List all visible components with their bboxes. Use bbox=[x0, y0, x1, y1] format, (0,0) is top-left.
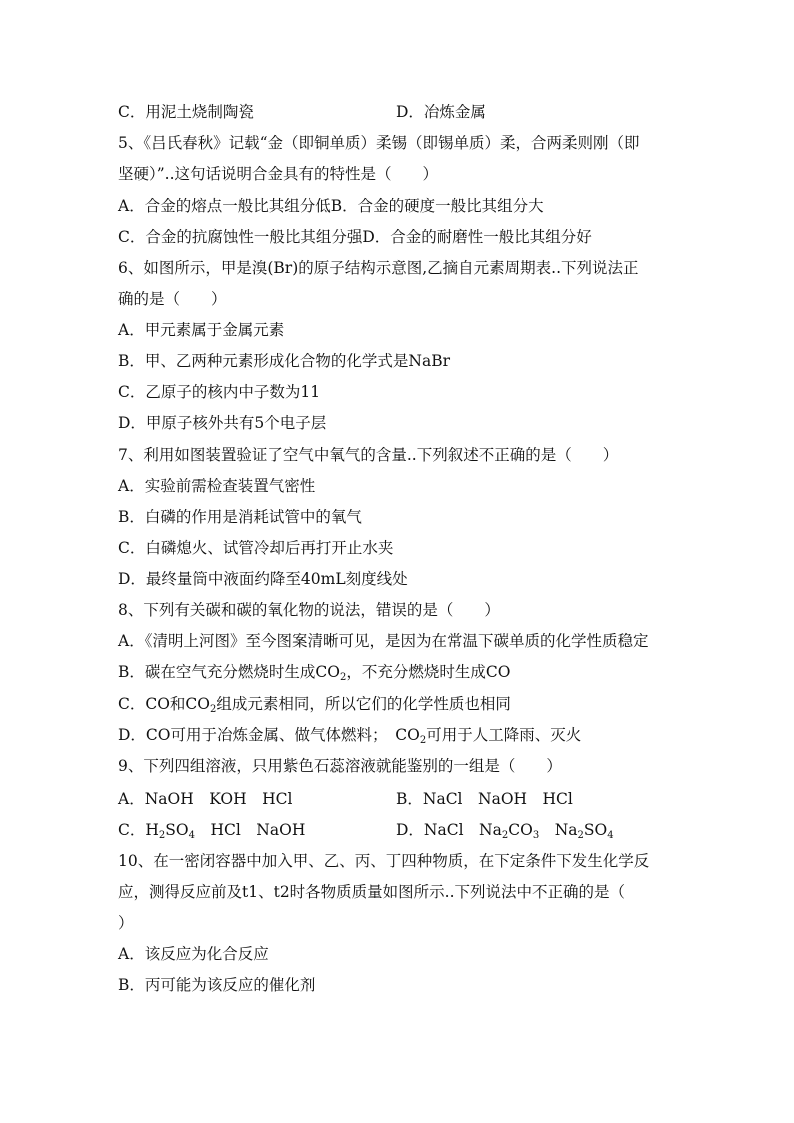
q5-options-cd: C．合金的抗腐蚀性一般比其组分强D．合金的耐磨性一般比其组分好 bbox=[118, 228, 592, 246]
q4-option-d: D．冶炼金属 bbox=[396, 103, 486, 121]
q8-option-a: A．《清明上河图》至今图案清晰可见，是因为在常温下碳单质的化学性质稳定 bbox=[118, 632, 649, 650]
q10-option-b: B．丙可能为该反应的催化剂 bbox=[118, 976, 316, 994]
q8-option-c: C．CO和$CO_2$组成元素相同，所以它们的化学性质也相同 bbox=[118, 695, 511, 715]
q7-stem: 7、利用如图装置验证了空气中氧气的含量..下列叙述不正确的是（ ） bbox=[118, 446, 619, 464]
q5-options-ab: A．合金的熔点一般比其组分低B．合金的硬度一般比其组分大 bbox=[118, 197, 544, 215]
q7-option-b: B．白磷的作用是消耗试管中的氧气 bbox=[118, 508, 362, 526]
q6-option-c: C．乙原子的核内中子数为11 bbox=[118, 383, 321, 401]
q5-stem-line1: 5、《吕氏春秋》记载“金（即铜单质）柔锡（即锡单质）柔，合两柔则刚（即 bbox=[118, 134, 640, 152]
q9-option-a: A．NaOH KOH HCl bbox=[118, 790, 293, 808]
q7-option-d: D．最终量筒中液面约降至40mL刻度线处 bbox=[118, 570, 408, 588]
q9-option-b: B．NaCl NaOH HCl bbox=[396, 790, 573, 808]
q6-option-b: B．甲、乙两种元素形成化合物的化学式是NaBr bbox=[118, 352, 450, 370]
q9-option-d: D．NaCl $Na_2CO_3$ $Na_2SO_4$ bbox=[396, 821, 614, 841]
q8-option-d: D．CO可用于冶炼金属、做气体燃料； $CO_2$可用于人工降雨、灭火 bbox=[118, 726, 582, 746]
q4-option-c: C．用泥土烧制陶瓷 bbox=[118, 103, 254, 121]
q10-stem-line1: 10、在一密闭容器中加入甲、乙、丙、丁四种物质，在下定条件下发生化学反 bbox=[118, 852, 650, 870]
q6-stem-line2: 确的是（ ） bbox=[118, 290, 227, 308]
q7-option-a: A．实验前需检查装置气密性 bbox=[118, 477, 316, 495]
q5-stem-line2: 坚硬）”..这句话说明合金具有的特性是（ ） bbox=[118, 165, 439, 183]
q7-option-c: C．白磷熄火、试管冷却后再打开止水夹 bbox=[118, 539, 394, 557]
q6-option-d: D．甲原子核外共有5个电子层 bbox=[118, 414, 327, 432]
q10-stem-line2: 应，测得反应前及t1、t2时各物质质量如图所示..下列说法中不正确的是（ bbox=[118, 883, 626, 901]
q6-stem-line1: 6、如图所示，甲是溴(Br)的原子结构示意图,乙摘自元素周期表..下列说法正 bbox=[118, 259, 639, 277]
q9-option-c: C．$H_2SO_4$ HCl NaOH bbox=[118, 821, 306, 841]
q9-stem: 9、下列四组溶液，只用紫色石蕊溶液就能鉴别的一组是（ ） bbox=[118, 757, 562, 775]
q6-option-a: A．甲元素属于金属元素 bbox=[118, 321, 285, 339]
q8-stem: 8、下列有关碳和碳的氧化物的说法，错误的是（ ） bbox=[118, 601, 500, 619]
q8-option-b: B．碳在空气充分燃烧时生成$CO_2$，不充分燃烧时生成CO bbox=[118, 663, 511, 683]
q10-option-a: A．该反应为化合反应 bbox=[118, 945, 269, 963]
q10-stem-line3: ） bbox=[118, 914, 134, 932]
